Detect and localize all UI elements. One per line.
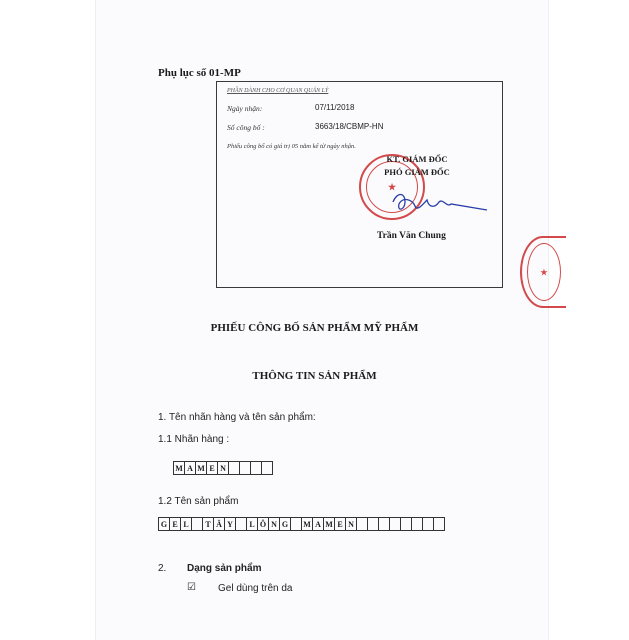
signature-icon (387, 186, 497, 220)
signer-role-1: KT. GIÁM ĐỐC (386, 154, 448, 164)
brand-letter-cell (261, 461, 273, 475)
authority-header: PHẦN DÀNH CHO CƠ QUAN QUẢN LÝ (227, 88, 329, 94)
item-1-heading: 1. Tên nhãn hàng và tên sản phẩm: (158, 412, 316, 423)
product-letter-cell (433, 517, 445, 531)
product-letter-cell: N (268, 517, 280, 531)
authority-box (216, 81, 503, 288)
signer-role-2: PHÓ GIÁM ĐỐC (384, 167, 450, 177)
product-name-grid (159, 517, 445, 531)
product-letter-cell: N (345, 517, 357, 531)
brand-name-grid (174, 461, 273, 475)
item-2-number: 2. (158, 563, 167, 574)
brand-letter-cell: N (217, 461, 229, 475)
product-letter-cell: L (180, 517, 192, 531)
product-letter-cell: Ô (257, 517, 269, 531)
edge-seal (520, 236, 566, 308)
edge-seal-mark-icon: ★ (540, 267, 548, 277)
product-letter-cell: E (169, 517, 181, 531)
product-letter-cell: T (202, 517, 214, 531)
document-title: PHIẾU CÔNG BỐ SẢN PHẨM MỸ PHẨM (210, 322, 419, 334)
brand-letter-cell: M (195, 461, 207, 475)
seal-mark-icon: ★ (387, 181, 397, 192)
received-date-value: 07/11/2018 (315, 103, 355, 112)
signer-name: Trần Văn Chung (377, 231, 446, 241)
product-letter-cell: Â (213, 517, 225, 531)
item-1-1-brand-label: 1.1 Nhãn hàng : (158, 434, 230, 445)
product-letter-cell: M (301, 517, 313, 531)
product-letter-cell: M (323, 517, 335, 531)
item-1-2-product-label: 1.2 Tên sản phẩm (158, 496, 239, 507)
publication-number-label: Số công bố : (227, 123, 265, 132)
brand-letter-cell: A (184, 461, 196, 475)
product-letter-cell: L (246, 517, 258, 531)
product-letter-cell: G (279, 517, 291, 531)
publication-number-value: 3663/18/CBMP-HN (315, 122, 384, 131)
product-letter-cell: G (158, 517, 170, 531)
item-2-product-form-label: Dạng sản phẩm (187, 563, 262, 574)
product-form-value: Gel dùng trên da (218, 583, 293, 594)
product-letter-cell: E (334, 517, 346, 531)
product-letter-cell: Y (224, 517, 236, 531)
brand-letter-cell: M (173, 461, 185, 475)
checkbox-checked-icon[interactable]: ☑ (187, 582, 196, 593)
brand-letter-cell: E (206, 461, 218, 475)
appendix-number: Phụ lục số 01-MP (158, 67, 241, 79)
product-letter-cell: A (312, 517, 324, 531)
validity-note: Phiếu công bố có giá trị 05 năm kể từ ngày nhận. (227, 143, 356, 150)
section-title: THÔNG TIN SẢN PHẨM (252, 370, 377, 382)
received-date-label: Ngày nhận: (227, 104, 263, 113)
